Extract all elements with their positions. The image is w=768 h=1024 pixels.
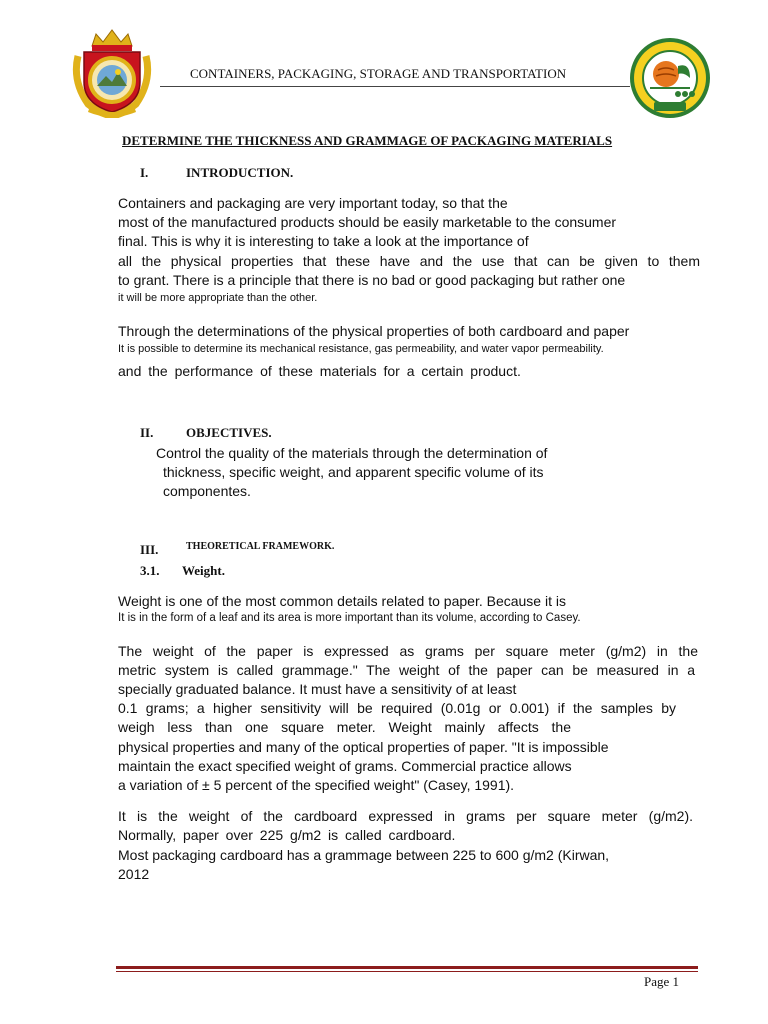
footer-rule-thin: [116, 971, 698, 972]
subsection-3-1-heading: Weight.: [182, 563, 225, 578]
intro-para2-line-1: Through the determinations of the physical properties of both cardboard and paper: [118, 323, 630, 339]
objective-line-2: thickness, specific weight, and apparent specific volume of its: [163, 464, 544, 480]
cardboard-line-2: Normally, paper over 225 g/m2 is called cardboard.: [118, 827, 456, 843]
footer-rule-thick: [116, 966, 698, 969]
objective-line-1: Control the quality of the materials through the determination of: [156, 445, 548, 461]
grammage-line-6: physical properties and many of the optical properties of paper. "It is impossible: [118, 739, 609, 755]
weight-small-line: It is in the form of a leaf and its area is more important than its volume, according to Casey.: [118, 612, 581, 624]
grammage-line-3: specially graduated balance. It must have a sensitivity of at least: [118, 681, 517, 697]
intro-small-line: it will be more appropriate than the other.: [118, 292, 318, 304]
subsection-3-1-number: 3.1.: [140, 563, 160, 578]
grammage-line-8: a variation of ± 5 percent of the specified weight" (Casey, 1991).: [118, 777, 515, 793]
intro-line-4: all the physical properties that these have and the use that can be given to them: [118, 253, 700, 269]
intro-para2-small-line: It is possible to determine its mechanical resistance, gas permeability, and water vapor permeability.: [118, 343, 604, 355]
section-3-number: III.: [140, 542, 159, 557]
cardboard-line-3: Most packaging cardboard has a grammage between 225 to 600 g/m2 (Kirwan,: [118, 847, 610, 863]
grammage-line-4: 0.1 grams; a higher sensitivity will be required (0.01g or 0.001) if the samples by: [118, 700, 676, 716]
section-3-heading: THEORETICAL FRAMEWORK.: [186, 541, 335, 552]
agroindustrial-engineering-logo: [628, 36, 712, 120]
section-2-number: II.: [140, 425, 154, 440]
header-rule: [160, 86, 630, 87]
objective-line-3: componentes.: [163, 483, 251, 499]
section-2-heading: OBJECTIVES.: [186, 425, 272, 440]
weight-line-1: Weight is one of the most common details related to paper. Because it is: [118, 593, 566, 609]
cardboard-line-1: It is the weight of the cardboard expressed in grams per square meter (g/m2).: [118, 808, 693, 824]
university-crest-logo: [66, 26, 158, 118]
section-1-heading: INTRODUCTION.: [186, 165, 294, 180]
intro-line-5: to grant. There is a principle that there is no bad or good packaging but rather one: [118, 272, 626, 288]
page-number: Page 1: [644, 974, 680, 989]
document-title: DETERMINE THE THICKNESS AND GRAMMAGE OF PACKAGING MATERIALS: [122, 133, 613, 148]
section-1-number: I.: [140, 165, 149, 180]
intro-line-2: most of the manufactured products should be easily marketable to the consumer: [118, 214, 617, 230]
grammage-line-5: weigh less than one square meter. Weight mainly affects the: [118, 719, 571, 735]
intro-line-1: Containers and packaging are very important today, so that the: [118, 195, 508, 211]
grammage-line-7: maintain the exact specified weight of grams. Commercial practice allows: [118, 758, 572, 774]
intro-para2-line-3: and the performance of these materials for a certain product.: [118, 363, 521, 379]
grammage-line-1: The weight of the paper is expressed as grams per square meter (g/m2) in the: [118, 643, 698, 659]
header-title: CONTAINERS, PACKAGING, STORAGE AND TRANSPORTATION: [190, 66, 567, 81]
grammage-line-2: metric system is called grammage." The weight of the paper can be measured in a: [118, 662, 695, 678]
intro-line-3: final. This is why it is interesting to take a look at the importance of: [118, 233, 529, 249]
cardboard-line-4: 2012: [118, 866, 150, 882]
